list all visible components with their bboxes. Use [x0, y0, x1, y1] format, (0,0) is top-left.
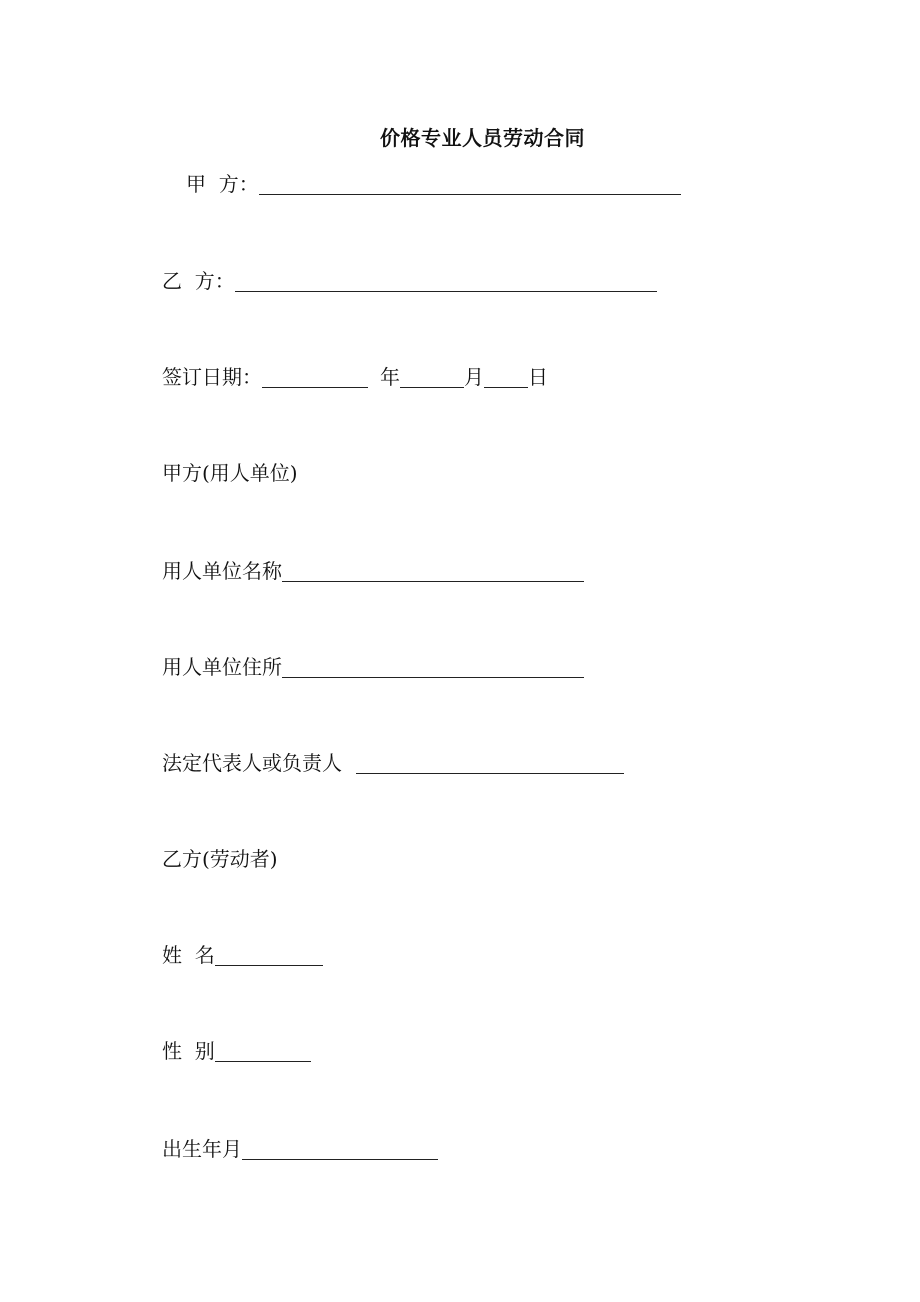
- name-line: [162, 941, 323, 969]
- birth-blank[interactable]: [242, 1137, 438, 1160]
- party-a-line: [186, 170, 681, 198]
- party-a-section: [162, 459, 298, 487]
- employer-name-line: [162, 557, 584, 585]
- sign-date-line: [162, 363, 548, 391]
- page-title: 价格专业人员劳动合同: [380, 126, 585, 150]
- sign-date-month-blank[interactable]: [400, 365, 464, 388]
- employer-address-line: [162, 653, 584, 681]
- party-b-section: [162, 845, 278, 873]
- party-b-line: [162, 267, 657, 295]
- sign-date-month-label: 月: [464, 365, 484, 389]
- party-a-section-label: 甲方(用人单位): [162, 461, 298, 485]
- employer-address-blank[interactable]: [282, 655, 584, 678]
- legal-rep-label: 法定代表人或负责人: [162, 751, 342, 775]
- gender-line: [162, 1037, 311, 1065]
- gender-blank[interactable]: [215, 1039, 311, 1062]
- sign-date-year-label: 年: [380, 365, 400, 389]
- employer-name-blank[interactable]: [282, 559, 584, 582]
- birth-line: [162, 1135, 438, 1163]
- party-a-label: 甲 方：: [186, 172, 259, 196]
- party-b-label: 乙 方：: [162, 269, 235, 293]
- employer-address-label: 用人单位住所: [162, 655, 282, 679]
- sign-date-year-blank[interactable]: [262, 365, 368, 388]
- employer-name-label: 用人单位名称: [162, 559, 282, 583]
- name-label: 姓 名: [162, 943, 215, 967]
- sign-date-label: 签订日期：: [162, 365, 262, 389]
- party-b-section-label: 乙方(劳动者): [162, 847, 278, 871]
- sign-date-day-label: 日: [528, 365, 548, 389]
- party-b-blank[interactable]: [235, 269, 657, 292]
- party-a-blank[interactable]: [259, 172, 681, 195]
- gender-label: 性 别: [162, 1039, 215, 1063]
- legal-rep-line: [162, 749, 624, 777]
- birth-label: 出生年月: [162, 1137, 242, 1161]
- legal-rep-blank[interactable]: [356, 751, 624, 774]
- sign-date-day-blank[interactable]: [484, 365, 528, 388]
- name-blank[interactable]: [215, 943, 323, 966]
